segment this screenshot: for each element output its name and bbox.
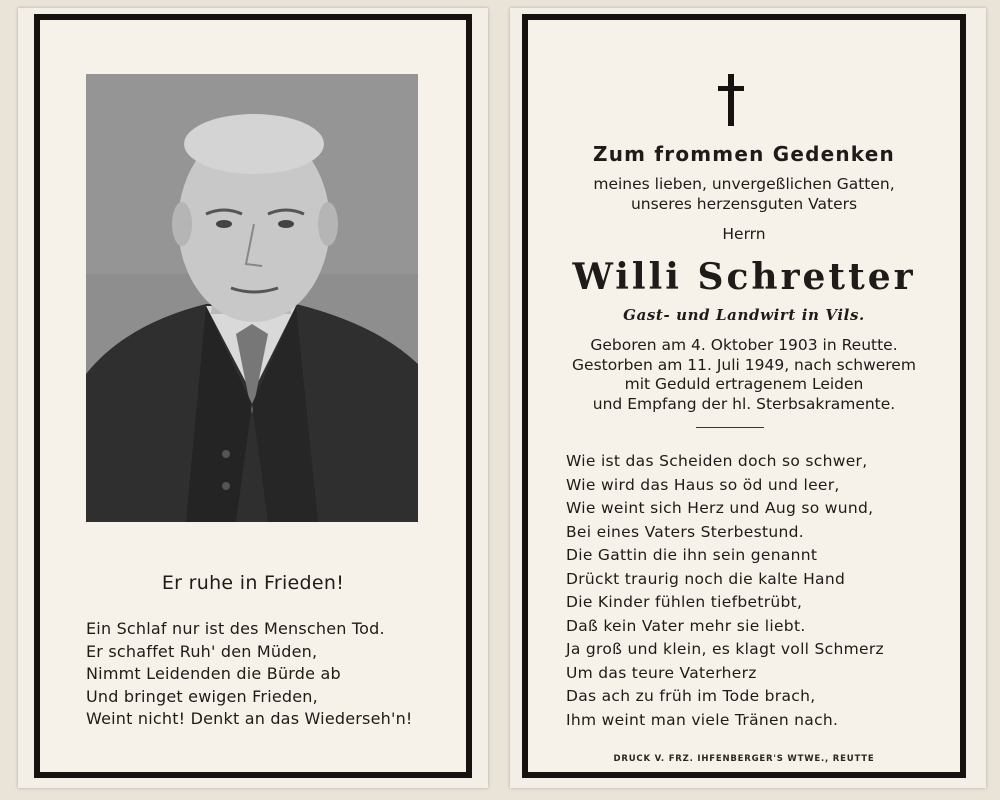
profession: Gast- und Landwirt in Vils. [623, 306, 865, 324]
salutation: Herrn [722, 225, 766, 243]
portrait-photo [86, 74, 418, 522]
right-verse [566, 450, 884, 732]
left-verse [86, 618, 413, 731]
deceased-name: Willi Schretter [572, 256, 916, 298]
verse-line: Daß kein Vater mehr sie liebt. [566, 616, 806, 635]
memorial-card-left [18, 8, 488, 788]
dates-line: Gestorben am 11. Juli 1949, nach schwerem [572, 355, 916, 374]
verse-line: Wie ist das Scheiden doch so schwer, [566, 452, 868, 470]
motto: Er ruhe in Frieden! [161, 572, 345, 594]
dates-line: Geboren am 4. Oktober 1903 in Reutte. [590, 336, 898, 354]
verse-line: Weint nicht! Denkt an das Wiederseh'n! [86, 709, 413, 728]
verse-line: Er schaffet Ruh' den Müden, [86, 641, 318, 661]
verse-line: Ein Schlaf nur ist des Menschen Tod. [86, 619, 385, 638]
dates-line: mit Geduld ertragenem Leiden [624, 375, 864, 393]
dedication-line: meines lieben, unvergeßlichen Gatten, [593, 175, 895, 193]
mourning-border-left [34, 14, 472, 778]
verse-line: Ja groß und klein, es klagt voll Schmerz [566, 640, 884, 658]
verse-line: Die Kinder fühlen tiefbetrübt, [566, 593, 803, 611]
verse-line: Und bringet ewigen Frieden, [86, 686, 318, 706]
printer-imprint: DRUCK V. FRZ. IHFENBERGER'S WTWE., REUTTE [613, 754, 875, 764]
verse-line: Nimmt Leidenden die Bürde ab [86, 664, 341, 683]
verse-line: Bei eines Vaters Sterbestund. [566, 522, 804, 541]
heading: Zum frommen Gedenken [593, 142, 895, 166]
dedication [528, 174, 960, 214]
dedication-line: unseres herzensguten Vaters [630, 195, 858, 213]
verse-line: Drückt traurig noch die kalte Hand [566, 569, 846, 588]
memorial-card-right [510, 8, 986, 788]
verse-line: Um das teure Vaterherz [566, 663, 757, 682]
verse-line: Das ach zu früh im Tode brach, [566, 687, 816, 705]
verse-line: Ihm weint man viele Tränen nach. [566, 710, 839, 729]
dates-line: und Empfang der hl. Sterbsakramente. [592, 394, 896, 413]
life-dates [528, 336, 960, 414]
divider [696, 427, 764, 428]
portrait-illustration [86, 74, 418, 522]
verse-line: Wie wird das Haus so öd und leer, [566, 475, 840, 494]
verse-line: Die Gattin die ihn sein genannt [566, 546, 818, 564]
cross-icon [718, 74, 744, 126]
verse-line: Wie weint sich Herz und Aug so wund, [566, 499, 874, 517]
mourning-border-right [522, 14, 966, 778]
